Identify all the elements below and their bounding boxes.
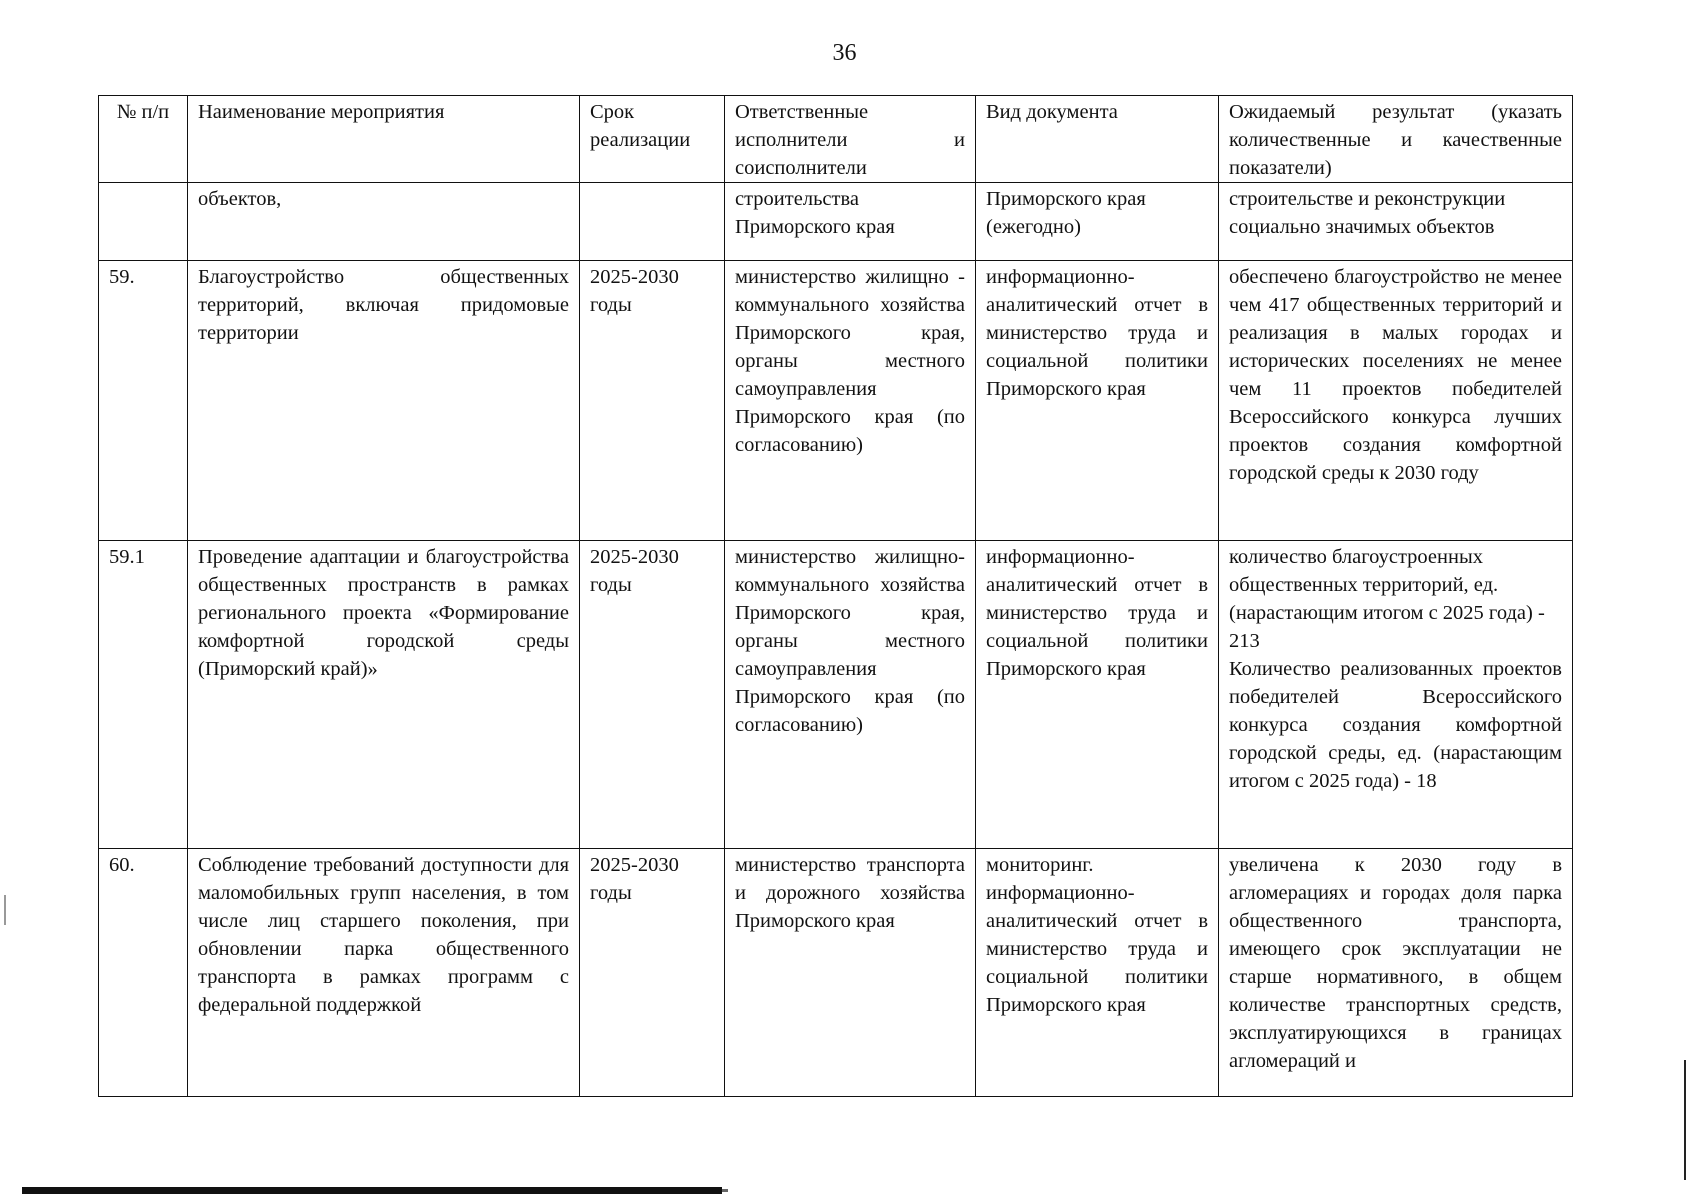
measures-table [98, 95, 1573, 1097]
header-term: Срок реализации [580, 96, 725, 183]
table-header-row [99, 96, 1573, 183]
row-responsible: министерство жилищно - коммунального хозяйства Приморского края, органы местного самоуправления Приморского края (по согласованию) [725, 261, 976, 541]
header-doc-type: Вид документа [976, 96, 1219, 183]
row-num: 59. [99, 261, 188, 541]
row-term: 2025-2030 годы [580, 541, 725, 849]
scan-bar-bottom [22, 1187, 722, 1194]
row-result-part2: Количество реализованных проектов победителей Всероссийского конкурса создания комфортной городской среды, ед. (нарастающим итогом с 2025 года) - 18 [1229, 658, 1562, 792]
row-responsible: министерство транспорта и дорожного хозяйства Приморского края [725, 849, 976, 1097]
row-term [580, 183, 725, 261]
row-result: увеличена к 2030 году в агломерациях и городах доля парка общественного транспорта, имеющего срок эксплуатации не старше нормативного, в общем количестве транспортных средств, эксплуатирующихся в границах агломераций и [1219, 849, 1573, 1097]
row-doc-type: информационно-аналитический отчет в министерство труда и социальной политики Приморского края [976, 261, 1219, 541]
scan-mark-right [1684, 1060, 1686, 1180]
table-row [99, 849, 1573, 1097]
row-responsible: строительства Приморского края [725, 183, 976, 261]
row-term: 2025-2030 годы [580, 849, 725, 1097]
row-name: объектов, [188, 183, 580, 261]
row-responsible: министерство жилищно-коммунального хозяйства Приморского края, органы местного самоуправления Приморского края (по согласованию) [725, 541, 976, 849]
row-result: обеспечено благоустройство не менее чем 417 общественных территорий и реализация в малых городах и исторических поселениях не менее чем 11 проектов победителей Всероссийского конкурса лучших проектов создания комфортной городской среды к 2030 году [1219, 261, 1573, 541]
table-row [99, 261, 1573, 541]
header-name: Наименование мероприятия [188, 96, 580, 183]
row-num [99, 183, 188, 261]
row-result [1219, 541, 1573, 849]
row-name: Соблюдение требований доступности для маломобильных групп населения, в том числе лиц старшего поколения, при обновлении парка общественного транспорта в рамках программ с федеральной поддержкой [188, 849, 580, 1097]
row-num: 59.1 [99, 541, 188, 849]
row-name: Проведение адаптации и благоустройства общественных пространств в рамках регионального проекта «Формирование комфортной городской среды (Приморский край)» [188, 541, 580, 849]
row-doc-type: мониторинг. информационно-аналитический отчет в министерство труда и социальной политики Приморского края [976, 849, 1219, 1097]
page-number: 36 [832, 40, 857, 66]
row-result: строительстве и реконструкции социально значимых объектов [1219, 183, 1573, 261]
row-name: Благоустройство общественных территорий, включая придомовые территории [188, 261, 580, 541]
table-row [99, 183, 1573, 261]
row-result-part1: количество благоустроенных общественных территорий, ед. (нарастающим итогом с 2025 года) - 213 [1229, 546, 1545, 652]
scan-mark-left [4, 895, 6, 925]
header-responsible: Ответственные исполнители и соисполнители [725, 96, 976, 183]
row-term: 2025-2030 годы [580, 261, 725, 541]
scan-bar-bottom-tail [722, 1189, 728, 1192]
header-num: № п/п [99, 96, 188, 183]
row-doc-type: Приморского края (ежегодно) [976, 183, 1219, 261]
row-num: 60. [99, 849, 188, 1097]
row-doc-type: информационно-аналитический отчет в министерство труда и социальной политики Приморского края [976, 541, 1219, 849]
table-row [99, 541, 1573, 849]
header-result: Ожидаемый результат (указать количественные и качественные показатели) [1219, 96, 1573, 183]
